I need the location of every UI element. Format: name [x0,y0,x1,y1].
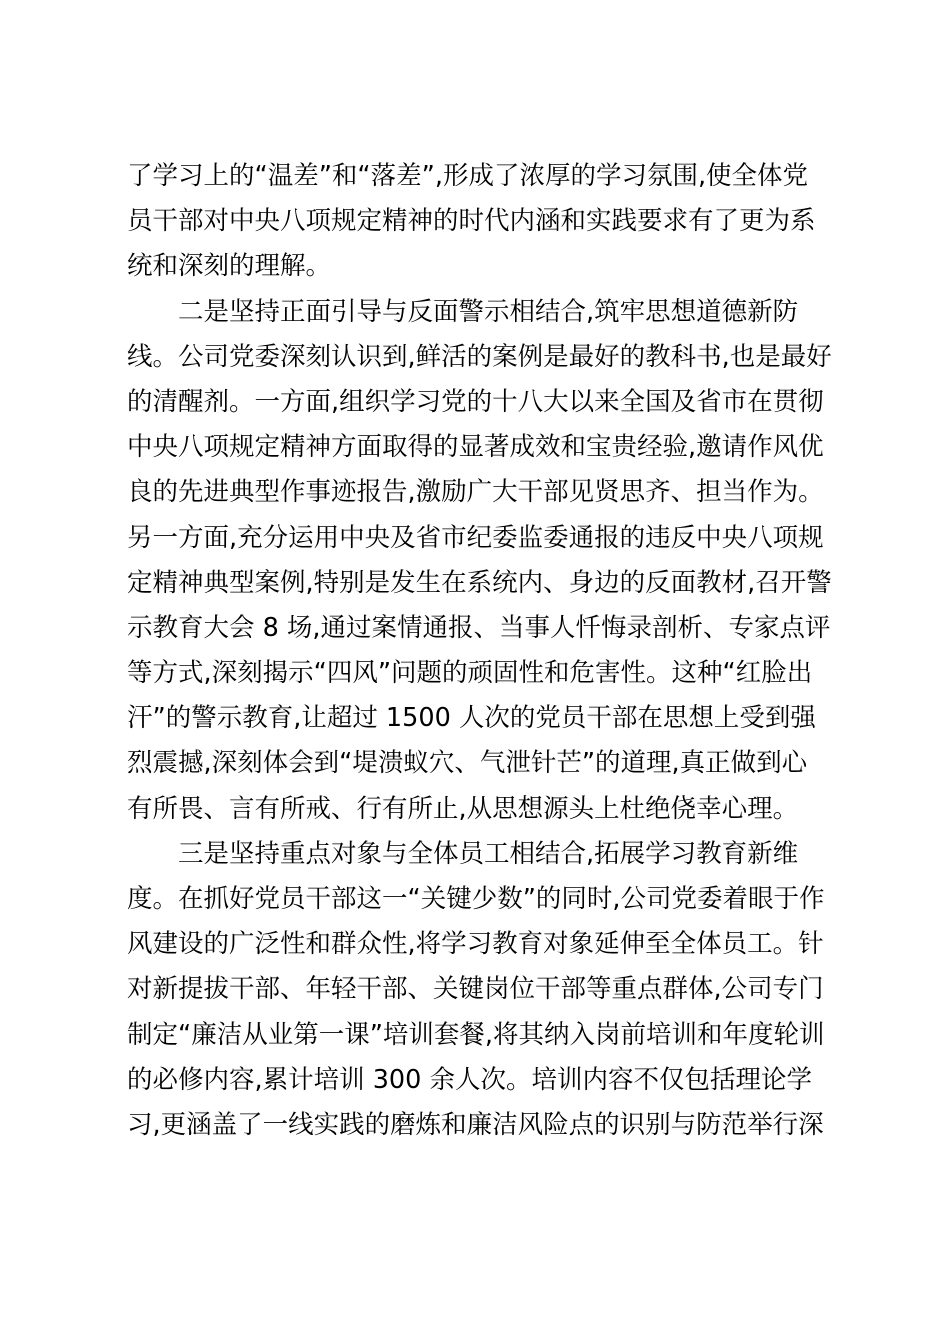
text-line: 度。在抓好党员干部这一“关键少数”的同时,公司党委着眼于作 [127,884,825,914]
text-line: 对新提拔干部、年轻干部、关键岗位干部等重点群体,公司专门 [127,974,824,1005]
text-line: 汗”的警示教育,让超过 1500 人次的党员干部在思想上受到强 [127,703,816,734]
text-line: 烈震撼,深刻体会到“堤溃蚁穴、气泄针芒”的道理,真正做到心 [127,748,808,779]
text-line: 示教育大会 8 场,通过案情通报、当事人忏悔录剖析、专家点评 [127,612,831,643]
text-line: 员干部对中央八项规定精神的时代内涵和实践要求有了更为系 [127,206,816,237]
paragraph-3-first-line: 三是坚持重点对象与全体员工相结合,拓展学习教育新维 [178,838,799,869]
body-text [127,154,833,1148]
text-line: 良的先进典型作事迹报告,激励广大干部见贤思齐、担当作为。 [127,477,824,508]
paragraph-2-first-line: 二是坚持正面引导与反面警示相结合,筑牢思想道德新防 [178,296,799,327]
text-line: 另一方面,充分运用中央及省市纪委监委通报的违反中央八项规 [127,522,824,553]
text-line: 等方式,深刻揭示“四风”问题的顽固性和危害性。这种“红脸出 [127,658,813,689]
text-line: 习,更涵盖了一线实践的磨炼和廉洁风险点的识别与防范举行深 [127,1109,824,1140]
text-line: 风建设的广泛性和群众性,将学习教育对象延伸至全体员工。针 [127,929,824,960]
text-line: 的清醒剂。一方面,组织学习党的十八大以来全国及省市在贯彻 [127,386,824,417]
text-line: 有所畏、言有所戒、行有所止,从思想源头上杜绝侥幸心理。 [127,793,799,824]
text-line: 了学习上的“温差”和“落差”,形成了浓厚的学习氛围,使全体党 [127,161,809,191]
text-line: 的必修内容,累计培训 300 余人次。培训内容不仅包括理论学 [127,1064,812,1095]
text-line: 统和深刻的理解。 [127,251,332,282]
text-line: 线。公司党委深刻认识到,鲜活的案例是最好的教科书,也是最好 [127,341,832,372]
text-line: 中央八项规定精神方面取得的显著成效和宝贵经验,邀请作风优 [127,432,824,463]
text-line: 制定“廉洁从业第一课”培训套餐,将其纳入岗前培训和年度轮训 [127,1019,825,1050]
text-line: 定精神典型案例,特别是发生在系统内、身边的反面教材,召开警 [127,567,832,598]
